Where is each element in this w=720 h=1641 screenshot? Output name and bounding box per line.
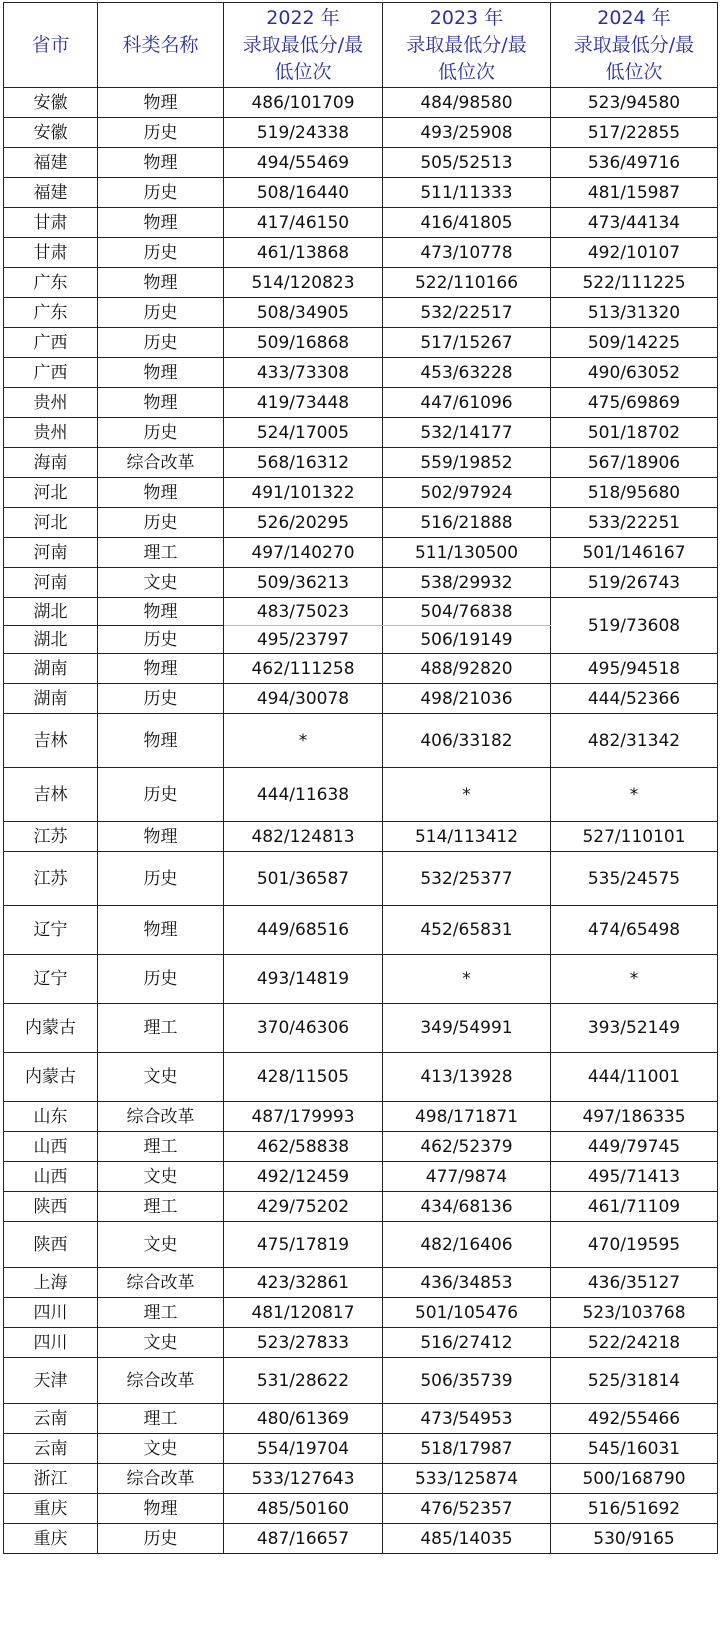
cell-y2022: 462/111258 [224, 654, 383, 684]
cell-y2022: 531/28622 [224, 1358, 383, 1404]
table-row [4, 714, 718, 768]
cell-y2023: 473/54953 [383, 1404, 551, 1434]
cell-y2023: 447/61096 [383, 388, 551, 418]
table-row [4, 538, 718, 568]
cell-province: 福建 [4, 178, 98, 208]
cell-y2023: 434/68136 [383, 1192, 551, 1222]
table-row [4, 768, 718, 822]
cell-y2022: 482/124813 [224, 822, 383, 852]
cell-y2022: 428/11505 [224, 1053, 383, 1102]
cell-y2024: 461/71109 [551, 1192, 718, 1222]
cell-y2024: 522/111225 [551, 268, 718, 298]
table-row [4, 208, 718, 238]
cell-y2023: 413/13928 [383, 1053, 551, 1102]
cell-province: 广东 [4, 298, 98, 328]
cell-y2022: 461/13868 [224, 238, 383, 268]
cell-subject: 文史 [98, 568, 224, 598]
cell-y2023: 473/10778 [383, 238, 551, 268]
cell-subject: 理工 [98, 1004, 224, 1053]
cell-y2022: 370/46306 [224, 1004, 383, 1053]
table-row [4, 1162, 718, 1192]
table-body [4, 88, 718, 1554]
cell-y2022: 497/140270 [224, 538, 383, 568]
cell-y2022: 486/101709 [224, 88, 383, 118]
cell-subject: 文史 [98, 1053, 224, 1102]
cell-province: 河北 [4, 478, 98, 508]
cell-province: 陕西 [4, 1222, 98, 1268]
cell-province: 甘肃 [4, 238, 98, 268]
admission-score-table [3, 2, 718, 1554]
table-header-row [4, 3, 718, 88]
cell-y2022: 509/16868 [224, 328, 383, 358]
cell-y2022: 462/58838 [224, 1132, 383, 1162]
cell-subject: 历史 [98, 418, 224, 448]
cell-province: 辽宁 [4, 906, 98, 955]
table-row [4, 1004, 718, 1053]
table-row [4, 906, 718, 955]
cell-province: 云南 [4, 1404, 98, 1434]
cell-y2022: 493/14819 [224, 955, 383, 1004]
cell-y2023: 516/21888 [383, 508, 551, 538]
cell-y2024: 444/52366 [551, 684, 718, 714]
cell-province: 广西 [4, 328, 98, 358]
table-row [4, 418, 718, 448]
cell-y2024: 527/110101 [551, 822, 718, 852]
table-row [4, 238, 718, 268]
cell-province: 河南 [4, 538, 98, 568]
table-row [4, 1524, 718, 1554]
cell-province: 山西 [4, 1132, 98, 1162]
cell-province: 湖北 [4, 626, 98, 654]
cell-y2023: 522/110166 [383, 268, 551, 298]
cell-y2024: 567/18906 [551, 448, 718, 478]
cell-province: 重庆 [4, 1524, 98, 1554]
table-row [4, 1434, 718, 1464]
cell-subject: 物理 [98, 478, 224, 508]
cell-y2023: 505/52513 [383, 148, 551, 178]
cell-y2024: 449/79745 [551, 1132, 718, 1162]
table-row [4, 178, 718, 208]
cell-y2022: 514/120823 [224, 268, 383, 298]
cell-y2023: 484/98580 [383, 88, 551, 118]
cell-province: 内蒙古 [4, 1053, 98, 1102]
cell-subject: 物理 [98, 388, 224, 418]
cell-y2024: 545/16031 [551, 1434, 718, 1464]
cell-subject: 历史 [98, 178, 224, 208]
table-row [4, 118, 718, 148]
cell-province: 浙江 [4, 1464, 98, 1494]
cell-subject: 理工 [98, 1404, 224, 1434]
cell-subject: 历史 [98, 684, 224, 714]
cell-y2022: 501/36587 [224, 852, 383, 906]
cell-y2024: 509/14225 [551, 328, 718, 358]
cell-subject: 理工 [98, 538, 224, 568]
table-row [4, 88, 718, 118]
cell-y2024: 475/69869 [551, 388, 718, 418]
cell-y2023: 482/16406 [383, 1222, 551, 1268]
table-row [4, 1102, 718, 1132]
cell-subject: 理工 [98, 1298, 224, 1328]
table-row [4, 852, 718, 906]
cell-subject: 文史 [98, 1162, 224, 1192]
cell-y2024: 516/51692 [551, 1494, 718, 1524]
cell-y2023: 488/92820 [383, 654, 551, 684]
cell-y2023: 506/35739 [383, 1358, 551, 1404]
cell-subject: 物理 [98, 654, 224, 684]
cell-y2022: 429/75202 [224, 1192, 383, 1222]
header-subject: 科类名称 [98, 3, 224, 88]
table-row [4, 358, 718, 388]
table-row [4, 478, 718, 508]
cell-y2024: 519/26743 [551, 568, 718, 598]
cell-y2023: 532/25377 [383, 852, 551, 906]
cell-y2023: 532/14177 [383, 418, 551, 448]
table-row [4, 1192, 718, 1222]
cell-y2022: 533/127643 [224, 1464, 383, 1494]
cell-y2022: 508/16440 [224, 178, 383, 208]
cell-y2022: 419/73448 [224, 388, 383, 418]
table-row [4, 1358, 718, 1404]
cell-y2022: 526/20295 [224, 508, 383, 538]
cell-province: 安徽 [4, 118, 98, 148]
cell-y2023: 477/9874 [383, 1162, 551, 1192]
cell-y2024: 393/52149 [551, 1004, 718, 1053]
cell-y2024: 444/11001 [551, 1053, 718, 1102]
cell-subject: 综合改革 [98, 448, 224, 478]
cell-y2023: 493/25908 [383, 118, 551, 148]
cell-y2023: 559/19852 [383, 448, 551, 478]
cell-y2022: 524/17005 [224, 418, 383, 448]
table-row [4, 328, 718, 358]
cell-province: 安徽 [4, 88, 98, 118]
cell-subject: 历史 [98, 328, 224, 358]
cell-y2023: 533/125874 [383, 1464, 551, 1494]
cell-y2023: 485/14035 [383, 1524, 551, 1554]
cell-subject: 历史 [98, 955, 224, 1004]
cell-subject: 物理 [98, 148, 224, 178]
cell-y2022: 485/50160 [224, 1494, 383, 1524]
table-row [4, 684, 718, 714]
cell-y2024: 492/10107 [551, 238, 718, 268]
cell-y2022: 494/55469 [224, 148, 383, 178]
cell-subject: 物理 [98, 268, 224, 298]
cell-subject: 历史 [98, 626, 224, 654]
cell-province: 陕西 [4, 1192, 98, 1222]
cell-y2023: 436/34853 [383, 1268, 551, 1298]
table-row [4, 1268, 718, 1298]
cell-y2022: 475/17819 [224, 1222, 383, 1268]
cell-province: 广西 [4, 358, 98, 388]
cell-y2022: 423/32861 [224, 1268, 383, 1298]
cell-province: 吉林 [4, 768, 98, 822]
cell-subject: 历史 [98, 1524, 224, 1554]
cell-y2024: 518/95680 [551, 478, 718, 508]
cell-province: 吉林 [4, 714, 98, 768]
cell-y2023: 498/21036 [383, 684, 551, 714]
cell-province: 上海 [4, 1268, 98, 1298]
table-row [4, 955, 718, 1004]
cell-y2022: 433/73308 [224, 358, 383, 388]
cell-y2024: 495/94518 [551, 654, 718, 684]
cell-subject: 物理 [98, 822, 224, 852]
cell-y2024: 523/103768 [551, 1298, 718, 1328]
cell-y2024: 535/24575 [551, 852, 718, 906]
cell-y2022: 568/16312 [224, 448, 383, 478]
cell-subject: 物理 [98, 906, 224, 955]
cell-y2024: 519/73608 [551, 598, 718, 654]
cell-y2024: 482/31342 [551, 714, 718, 768]
cell-y2024: * [551, 768, 718, 822]
cell-y2024: * [551, 955, 718, 1004]
cell-y2022: 449/68516 [224, 906, 383, 955]
cell-subject: 综合改革 [98, 1268, 224, 1298]
cell-y2022: 554/19704 [224, 1434, 383, 1464]
cell-subject: 历史 [98, 298, 224, 328]
cell-y2023: 511/11333 [383, 178, 551, 208]
header-2024: 2024 年 录取最低分/最 低位次 [551, 3, 718, 88]
cell-y2022: * [224, 714, 383, 768]
cell-y2022: 444/11638 [224, 768, 383, 822]
cell-y2023: 501/105476 [383, 1298, 551, 1328]
cell-y2023: 498/171871 [383, 1102, 551, 1132]
cell-y2022: 417/46150 [224, 208, 383, 238]
cell-y2023: 518/17987 [383, 1434, 551, 1464]
cell-y2023: 462/52379 [383, 1132, 551, 1162]
table-row [4, 298, 718, 328]
cell-y2024: 492/55466 [551, 1404, 718, 1434]
cell-subject: 理工 [98, 1192, 224, 1222]
header-2022: 2022 年 录取最低分/最 低位次 [224, 3, 383, 88]
table-row [4, 1494, 718, 1524]
cell-y2023: 506/19149 [383, 626, 551, 654]
table-row [4, 598, 718, 626]
cell-y2023: 406/33182 [383, 714, 551, 768]
cell-province: 山西 [4, 1162, 98, 1192]
cell-province: 云南 [4, 1434, 98, 1464]
cell-y2022: 487/16657 [224, 1524, 383, 1554]
cell-subject: 文史 [98, 1328, 224, 1358]
cell-y2023: 453/63228 [383, 358, 551, 388]
table-row [4, 388, 718, 418]
cell-province: 福建 [4, 148, 98, 178]
table-row [4, 568, 718, 598]
table-row [4, 1132, 718, 1162]
cell-province: 海南 [4, 448, 98, 478]
cell-y2022: 491/101322 [224, 478, 383, 508]
cell-subject: 物理 [98, 714, 224, 768]
cell-y2023: 476/52357 [383, 1494, 551, 1524]
cell-y2022: 492/12459 [224, 1162, 383, 1192]
table-row [4, 148, 718, 178]
cell-subject: 历史 [98, 118, 224, 148]
cell-subject: 历史 [98, 238, 224, 268]
cell-province: 甘肃 [4, 208, 98, 238]
cell-y2024: 474/65498 [551, 906, 718, 955]
cell-province: 湖南 [4, 654, 98, 684]
cell-subject: 历史 [98, 768, 224, 822]
cell-y2024: 513/31320 [551, 298, 718, 328]
table-row [4, 654, 718, 684]
cell-province: 四川 [4, 1328, 98, 1358]
cell-province: 天津 [4, 1358, 98, 1404]
table-row [4, 448, 718, 478]
cell-subject: 物理 [98, 88, 224, 118]
cell-y2024: 481/15987 [551, 178, 718, 208]
header-2023: 2023 年 录取最低分/最 低位次 [383, 3, 551, 88]
cell-y2024: 536/49716 [551, 148, 718, 178]
cell-province: 江苏 [4, 822, 98, 852]
cell-subject: 历史 [98, 852, 224, 906]
cell-y2024: 470/19595 [551, 1222, 718, 1268]
cell-y2024: 522/24218 [551, 1328, 718, 1358]
cell-subject: 物理 [98, 208, 224, 238]
cell-subject: 物理 [98, 358, 224, 388]
table-row [4, 1464, 718, 1494]
cell-y2024: 473/44134 [551, 208, 718, 238]
cell-subject: 综合改革 [98, 1464, 224, 1494]
cell-province: 广东 [4, 268, 98, 298]
cell-y2022: 523/27833 [224, 1328, 383, 1358]
cell-y2023: 514/113412 [383, 822, 551, 852]
cell-y2023: 516/27412 [383, 1328, 551, 1358]
cell-y2024: 500/168790 [551, 1464, 718, 1494]
cell-y2023: 452/65831 [383, 906, 551, 955]
table-row [4, 1222, 718, 1268]
cell-y2024: 501/18702 [551, 418, 718, 448]
table-row [4, 1328, 718, 1358]
cell-y2023: 538/29932 [383, 568, 551, 598]
cell-y2022: 519/24338 [224, 118, 383, 148]
cell-subject: 文史 [98, 1222, 224, 1268]
cell-subject: 文史 [98, 1434, 224, 1464]
cell-province: 山东 [4, 1102, 98, 1132]
cell-province: 贵州 [4, 418, 98, 448]
cell-y2023: 517/15267 [383, 328, 551, 358]
cell-subject: 综合改革 [98, 1102, 224, 1132]
cell-province: 江苏 [4, 852, 98, 906]
cell-y2022: 481/120817 [224, 1298, 383, 1328]
cell-y2023: 532/22517 [383, 298, 551, 328]
table-row [4, 508, 718, 538]
admission-table-container [3, 2, 718, 1554]
header-province: 省市 [4, 3, 98, 88]
cell-y2023: 502/97924 [383, 478, 551, 508]
cell-y2022: 483/75023 [224, 598, 383, 626]
cell-y2022: 508/34905 [224, 298, 383, 328]
cell-y2023: 416/41805 [383, 208, 551, 238]
table-row [4, 822, 718, 852]
cell-y2022: 494/30078 [224, 684, 383, 714]
cell-subject: 物理 [98, 598, 224, 626]
table-row [4, 1053, 718, 1102]
table-row [4, 1298, 718, 1328]
cell-y2024: 490/63052 [551, 358, 718, 388]
cell-province: 湖南 [4, 684, 98, 714]
cell-y2024: 436/35127 [551, 1268, 718, 1298]
cell-y2023: 504/76838 [383, 598, 551, 626]
table-row [4, 268, 718, 298]
cell-y2023: 349/54991 [383, 1004, 551, 1053]
cell-province: 辽宁 [4, 955, 98, 1004]
cell-subject: 综合改革 [98, 1358, 224, 1404]
cell-y2024: 525/31814 [551, 1358, 718, 1404]
cell-province: 内蒙古 [4, 1004, 98, 1053]
cell-subject: 物理 [98, 1494, 224, 1524]
cell-y2023: * [383, 768, 551, 822]
cell-province: 四川 [4, 1298, 98, 1328]
table-row [4, 1404, 718, 1434]
cell-province: 湖北 [4, 598, 98, 626]
cell-y2022: 495/23797 [224, 626, 383, 654]
cell-y2024: 530/9165 [551, 1524, 718, 1554]
cell-y2024: 517/22855 [551, 118, 718, 148]
cell-province: 贵州 [4, 388, 98, 418]
cell-subject: 历史 [98, 508, 224, 538]
cell-y2024: 501/146167 [551, 538, 718, 568]
cell-y2022: 480/61369 [224, 1404, 383, 1434]
cell-province: 河北 [4, 508, 98, 538]
cell-y2024: 495/71413 [551, 1162, 718, 1192]
cell-y2023: * [383, 955, 551, 1004]
cell-y2024: 497/186335 [551, 1102, 718, 1132]
cell-subject: 理工 [98, 1132, 224, 1162]
cell-y2023: 511/130500 [383, 538, 551, 568]
cell-y2022: 509/36213 [224, 568, 383, 598]
cell-y2024: 533/22251 [551, 508, 718, 538]
cell-y2022: 487/179993 [224, 1102, 383, 1132]
cell-province: 河南 [4, 568, 98, 598]
cell-province: 重庆 [4, 1494, 98, 1524]
cell-y2024: 523/94580 [551, 88, 718, 118]
